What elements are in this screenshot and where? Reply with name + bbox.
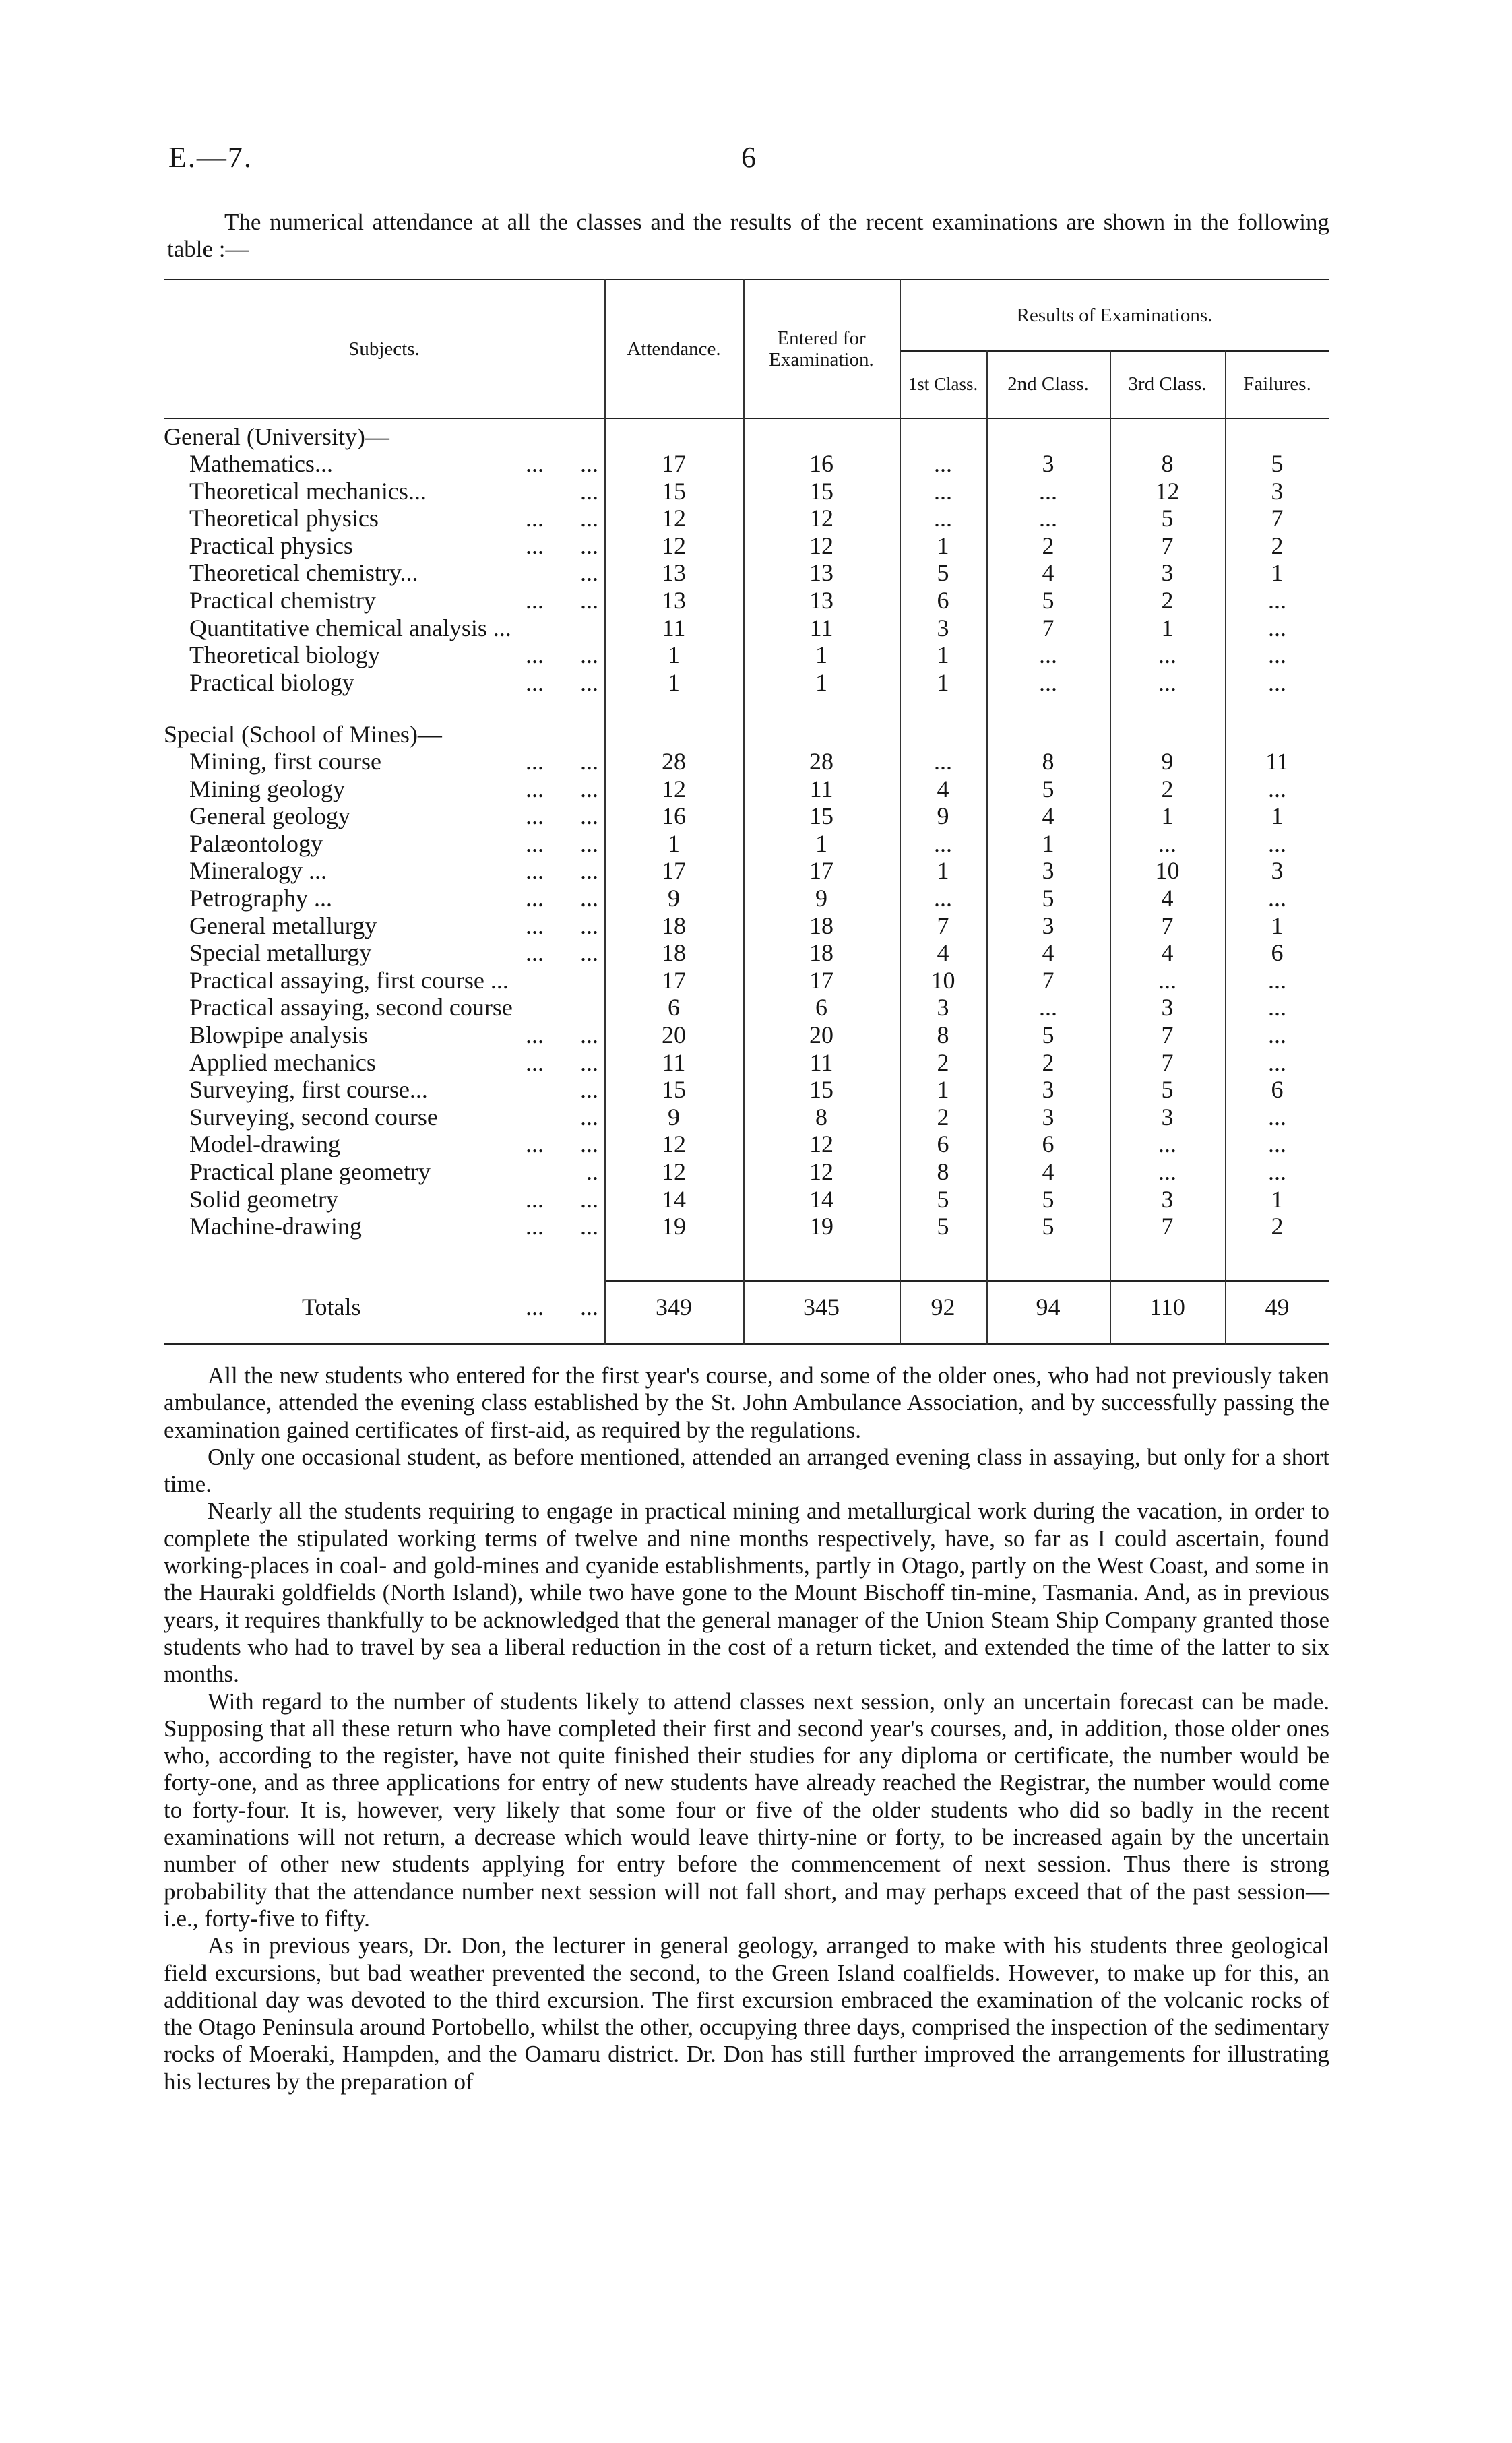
cell-third-class: 7 [1161,532,1174,559]
leader-dots: ... [580,559,598,587]
cell-first-class: 5 [937,1213,949,1240]
subject-label: Practical biology [189,668,354,696]
cell-entered: 18 [809,912,833,939]
cell-second-class: 4 [1042,559,1054,587]
table-row [164,1158,1329,1185]
cell-third-class: 2 [1161,775,1174,802]
subject-label: Petrography ... [189,885,332,912]
cell-second-class: 2 [1042,1048,1054,1076]
cell-entered: 13 [809,559,833,587]
cell-second-class: 5 [1042,885,1054,912]
subject-label: Quantitative chemical analysis ... [189,614,511,641]
cell-attendance: 12 [662,1158,686,1185]
cell-entered: 17 [809,857,833,885]
header-third-class: 3rd Class. [1128,373,1207,395]
cell-second-class: 2 [1042,532,1054,559]
table-row [164,912,1329,939]
cell-entered: 8 [815,1103,827,1131]
table-row [164,775,1329,802]
cell-first-class: 6 [937,1131,949,1158]
subject-label: Practical chemistry [189,587,376,614]
cell-failures: 6 [1271,1076,1284,1104]
table-row [164,669,1329,696]
cell-entered: 12 [809,532,833,559]
cell-entered: 1 [815,829,827,857]
cell-third-class: ... [1158,668,1176,696]
subject-label: Mathematics... [189,450,333,477]
cell-third-class: 7 [1161,1048,1174,1076]
cell-third-class: ... [1158,1131,1176,1158]
cell-third-class: 10 [1155,857,1180,885]
cell-first-class: 7 [937,912,949,939]
cell-entered: 28 [809,748,833,775]
subject-label: Applied mechanics [189,1048,376,1076]
cell-failures: ... [1268,1131,1286,1158]
cell-attendance: 12 [662,532,686,559]
cell-third-class: 4 [1161,939,1174,967]
table-bottom-rule [164,1343,1329,1345]
leader-dots: ... ... [526,829,598,857]
cell-first-class: 1 [937,857,949,885]
leader-dots: ... ... [526,1048,598,1076]
cell-failures: 1 [1271,559,1284,587]
leader-dots: ... ... [526,1185,598,1213]
cell-attendance: 15 [662,1076,686,1104]
cell-third-class: 4 [1161,885,1174,912]
page-header-code: E.—7. [168,141,253,174]
cell-failures: ... [1268,614,1286,641]
cell-third-class: ... [1158,641,1176,669]
table-row [164,587,1329,614]
cell-second-class: 1 [1042,829,1054,857]
subject-label: Surveying, first course... [189,1076,428,1104]
cell-third-class: 5 [1161,505,1174,532]
cell-first-class: 4 [937,939,949,967]
cell-attendance: 13 [662,587,686,614]
cell-second-class: ... [1039,994,1057,1021]
leader-dots: ... [580,1076,598,1104]
cell-third-class: 7 [1161,1021,1174,1048]
leader-dots: ... ... [526,1021,598,1048]
table-row [164,748,1329,775]
table-row [164,1021,1329,1048]
leader-dots: ... ... [526,532,598,559]
cell-entered: 17 [809,966,833,994]
paragraph: Only one occasional student, as before mentioned, attended an arranged evening class in assaying, but only for a short time. [164,1443,1329,1498]
cell-failures: 3 [1271,857,1284,885]
cell-second-class: 4 [1042,1158,1054,1185]
cell-first-class: ... [934,829,952,857]
cell-entered: 13 [809,587,833,614]
cell-attendance: 20 [662,1021,686,1048]
cell-second-class: 7 [1042,614,1054,641]
cell-attendance: 11 [662,1048,686,1076]
cell-second-class: 5 [1042,775,1054,802]
cell-third-class: 3 [1161,559,1174,587]
cell-entered: 11 [809,614,833,641]
leader-dots: ... ... [526,450,598,477]
subject-label: Solid geometry [189,1185,338,1213]
cell-attendance: 9 [668,1103,680,1131]
subject-label: Palæontology [189,829,323,857]
cell-entered: 18 [809,939,833,967]
cell-failures: 1 [1271,802,1284,830]
cell-first-class: 4 [937,775,949,802]
cell-attendance: 17 [662,966,686,994]
cell-attendance: 13 [662,559,686,587]
cell-failures: ... [1268,641,1286,669]
table-row [164,505,1329,532]
cell-second-class: 6 [1042,1131,1054,1158]
cell-failures: 11 [1265,748,1289,775]
attendance-results-table [164,279,1329,1345]
cell-second-class: 5 [1042,587,1054,614]
cell-entered: 12 [809,1131,833,1158]
cell-attendance: 16 [662,802,686,830]
cell-entered: 15 [809,1076,833,1104]
table-row [164,1131,1329,1157]
subject-label: Mining, first course [189,748,381,775]
cell-second-class: 8 [1042,748,1054,775]
cell-second-class: 94 [1036,1294,1061,1321]
cell-attendance: 14 [662,1185,686,1213]
subject-label: Practical assaying, first course ... [189,966,509,994]
cell-first-class: 6 [937,587,949,614]
table-row [164,1076,1329,1103]
cell-entered: 15 [809,477,833,505]
table-top-rule [164,279,1329,280]
table-row [164,559,1329,586]
leader-dots: ... [580,477,598,505]
cell-second-class: 7 [1042,966,1054,994]
page-number: 6 [741,141,756,174]
leader-dots: ... ... [526,775,598,802]
cell-failures: ... [1268,1021,1286,1048]
cell-first-class: 1 [937,532,949,559]
cell-third-class: 5 [1161,1076,1174,1104]
subject-label: Practical plane geometry [189,1158,431,1185]
cell-second-class: 5 [1042,1021,1054,1048]
subject-label: Mining geology [189,775,345,802]
cell-entered: 1 [815,668,827,696]
cell-second-class: 3 [1042,450,1054,477]
cell-second-class: 5 [1042,1185,1054,1213]
cell-second-class: ... [1039,505,1057,532]
header-results: Results of Examinations. [1016,305,1213,326]
cell-first-class: 92 [931,1294,955,1321]
cell-attendance: 9 [668,885,680,912]
cell-failures: 6 [1271,939,1284,967]
cell-attendance: 17 [662,857,686,885]
cell-entered: 6 [815,994,827,1021]
cell-first-class: 1 [937,1076,949,1104]
subject-label: Totals [302,1294,361,1321]
cell-entered: 9 [815,885,827,912]
leader-dots: ... ... [526,912,598,939]
cell-second-class: ... [1039,668,1057,696]
cell-attendance: 18 [662,912,686,939]
cell-first-class: 8 [937,1158,949,1185]
paragraph: All the new students who entered for the first year's course, and some of the older ones, who had not previously taken ambulance, attended the evening class established by the St. John Ambulance Association, and by successfully passing the examination gained certificates of first-aid, as required by the regulations. [164,1362,1329,1443]
cell-failures: ... [1268,829,1286,857]
cell-attendance: 15 [662,477,686,505]
header-first-class: 1st Class. [908,374,978,394]
cell-failures: 1 [1271,912,1284,939]
cell-third-class: 3 [1161,994,1174,1021]
cell-attendance: 12 [662,775,686,802]
cell-first-class: 1 [937,641,949,669]
cell-first-class: 2 [937,1103,949,1131]
leader-dots: ... ... [526,1294,598,1321]
table-row [164,641,1329,668]
table-row [164,614,1329,641]
subject-label: Blowpipe analysis [189,1021,368,1048]
cell-first-class: 10 [931,966,955,994]
cell-second-class: 3 [1042,1076,1054,1104]
subject-label: Theoretical physics [189,505,379,532]
cell-first-class: ... [934,450,952,477]
cell-attendance: 1 [668,829,680,857]
table-row [164,830,1329,857]
leader-dots: ... ... [526,885,598,912]
cell-third-class: 7 [1161,912,1174,939]
cell-second-class: 4 [1042,939,1054,967]
leader-dots: ... ... [526,587,598,614]
leader-dots: ... ... [526,1213,598,1240]
header-failures: Failures. [1243,373,1311,395]
table-row [164,450,1329,477]
totals-row [164,1294,1329,1321]
cell-failures: 2 [1271,1213,1284,1240]
cell-third-class: 2 [1161,587,1174,614]
subject-label: Machine-drawing [189,1213,362,1240]
cell-second-class: 4 [1042,802,1054,830]
cell-failures: ... [1268,775,1286,802]
cell-third-class: ... [1158,829,1176,857]
subject-label: General metallurgy [189,912,377,939]
report-body [164,1362,1329,2095]
table-row [164,939,1329,966]
cell-entered: 345 [803,1294,840,1321]
subject-label: Practical physics [189,532,353,559]
subject-label: Theoretical chemistry... [189,559,418,587]
cell-attendance: 1 [668,668,680,696]
cell-entered: 20 [809,1021,833,1048]
cell-failures: ... [1268,966,1286,994]
cell-third-class: 9 [1161,748,1174,775]
subject-label: Surveying, second course [189,1103,438,1131]
intro-paragraph: The numerical attendance at all the classes and the results of the recent examinations are shown in the following table :— [167,209,1329,262]
cell-third-class: 1 [1161,614,1174,641]
cell-failures: 1 [1271,1185,1284,1213]
table-row [164,532,1329,559]
cell-first-class: ... [934,477,952,505]
cell-third-class: 3 [1161,1103,1174,1131]
cell-failures: ... [1268,587,1286,614]
table-row [164,1049,1329,1076]
cell-failures: 3 [1271,477,1284,505]
cell-first-class: ... [934,748,952,775]
cell-failures: 49 [1265,1294,1290,1321]
cell-third-class: 110 [1149,1294,1185,1321]
paragraph: As in previous years, Dr. Don, the lecturer in general geology, arranged to make with his students three geological field excursions, but bad weather prevented the second, to the Green Island coalfields. However, to make up for this, an additional day was devoted to the third excursion. The first excursion embraced the examination of the volcanic rocks of the Otago Peninsula around Portobello, whilst the other, occupying three days, comprised the inspection of the sedimentary rocks of Moeraki, Hampden, and the Oamaru district. Dr. Don has still further improved the arrangements for illustrating his lectures by the preparation of [164,1932,1329,2095]
table-row [164,885,1329,912]
leader-dots: ... ... [526,505,598,532]
cell-first-class: 5 [937,1185,949,1213]
cell-first-class: 2 [937,1048,949,1076]
cell-first-class: 5 [937,559,949,587]
table-row [164,1213,1329,1240]
cell-third-class: ... [1158,966,1176,994]
cell-entered: 1 [815,641,827,669]
cell-attendance: 18 [662,939,686,967]
cell-failures: ... [1268,1103,1286,1131]
table-row [164,967,1329,994]
cell-entered: 15 [809,802,833,830]
header-subjects: Subjects. [348,338,420,360]
cell-attendance: 6 [668,994,680,1021]
cell-entered: 12 [809,505,833,532]
cell-attendance: 11 [662,614,686,641]
cell-attendance: 19 [662,1213,686,1240]
cell-third-class: 7 [1161,1213,1174,1240]
cell-first-class: ... [934,885,952,912]
cell-failures: ... [1268,1158,1286,1185]
header-second-class: 2nd Class. [1007,373,1089,395]
cell-first-class: 9 [937,802,949,830]
cell-first-class: 8 [937,1021,949,1048]
header-bottom-rule [164,418,1329,419]
cell-attendance: 12 [662,1131,686,1158]
cell-attendance: 12 [662,505,686,532]
paragraph: With regard to the number of students likely to attend classes next session, only an uncertain forecast can be made. Supposing that all these return who have completed their first and second year's courses, and, in addition, those older ones who, according to the register, have not quite finished their studies for any diploma or certificate, the number would be forty-one, and as three applications for entry of new students have already reached the Registrar, the number would come to forty-four. It is, however, very likely that some four or five of the older students who did so badly in the recent examinations will not return, a decrease which would leave thirty-nine or forty, to be increased again by the uncertain number of other new students applying for entry before the commencement of next session. Thus there is strong probability that the attendance number next session will not fall short, and may perhaps exceed that of the past session—i.e., forty-five to fifty. [164,1688,1329,1932]
cell-entered: 19 [809,1213,833,1240]
cell-failures: ... [1268,668,1286,696]
table-row [164,1186,1329,1213]
totals-rule [604,1280,1329,1282]
cell-first-class: 1 [937,668,949,696]
cell-second-class: ... [1039,477,1057,505]
subject-label: Mineralogy ... [189,857,327,885]
subject-label: Special metallurgy [189,939,372,967]
leader-dots: .. [586,1158,598,1185]
paragraph: Nearly all the students requiring to engage in practical mining and metallurgical work during the vacation, in order to complete the stipulated working terms of twelve and nine months respectively, have, so far as I could ascertain, found working-places in coal- and gold-mines and cyanide establishments, partly in Otago, partly on the West Coast, and some in the Hauraki goldfields (North Island), while two have gone to the Mount Bischoff tin-mine, Tasmania. And, as in previous years, it requires thankfully to be acknowledged that the general manager of the Union Steam Ship Company granted those students who had to travel by sea a liberal reduction in the cost of a return ticket, and extended the time of the latter to six months. [164,1498,1329,1688]
leader-dots: ... [580,1103,598,1131]
table-row [164,478,1329,505]
cell-third-class: 12 [1155,477,1180,505]
leader-dots: ... ... [526,939,598,967]
cell-entered: 11 [809,1048,833,1076]
group-heading: General (University)— [164,423,389,450]
table-row [164,857,1329,884]
cell-second-class: 3 [1042,912,1054,939]
cell-failures: 5 [1271,450,1284,477]
subject-label: Practical assaying, second course [189,994,513,1021]
group-heading: Special (School of Mines)— [164,721,442,748]
cell-second-class: 3 [1042,1103,1054,1131]
header-entered: Entered for Examination. [769,327,874,371]
cell-second-class: 5 [1042,1213,1054,1240]
leader-dots: ... ... [526,748,598,775]
cell-attendance: 28 [662,748,686,775]
subject-label: Theoretical biology [189,641,380,669]
header-attendance: Attendance. [627,338,721,360]
cell-entered: 14 [809,1185,833,1213]
cell-attendance: 349 [656,1294,692,1321]
table-row [164,994,1329,1021]
cell-attendance: 17 [662,450,686,477]
subject-label: General geology [189,802,350,830]
leader-dots: ... ... [526,668,598,696]
cell-third-class: ... [1158,1158,1176,1185]
cell-third-class: 8 [1161,450,1174,477]
cell-attendance: 1 [668,641,680,669]
cell-third-class: 3 [1161,1185,1174,1213]
cell-first-class: 3 [937,994,949,1021]
cell-failures: 2 [1271,532,1284,559]
cell-failures: ... [1268,1048,1286,1076]
cell-entered: 12 [809,1158,833,1185]
results-subheader-rule [900,350,1329,352]
cell-first-class: 3 [937,614,949,641]
cell-second-class: ... [1039,641,1057,669]
subject-label: Theoretical mechanics... [189,477,427,505]
leader-dots: ... ... [526,857,598,885]
subject-label: Model-drawing [189,1131,340,1158]
leader-dots: ... ... [526,1131,598,1158]
table-row [164,1104,1329,1131]
cell-third-class: 1 [1161,802,1174,830]
cell-failures: ... [1268,885,1286,912]
leader-dots: ... ... [526,641,598,669]
table-row [164,802,1329,829]
cell-entered: 11 [809,775,833,802]
cell-entered: 16 [809,450,833,477]
cell-second-class: 3 [1042,857,1054,885]
cell-failures: ... [1268,994,1286,1021]
cell-first-class: ... [934,505,952,532]
cell-failures: 7 [1271,505,1284,532]
leader-dots: ... ... [526,802,598,830]
